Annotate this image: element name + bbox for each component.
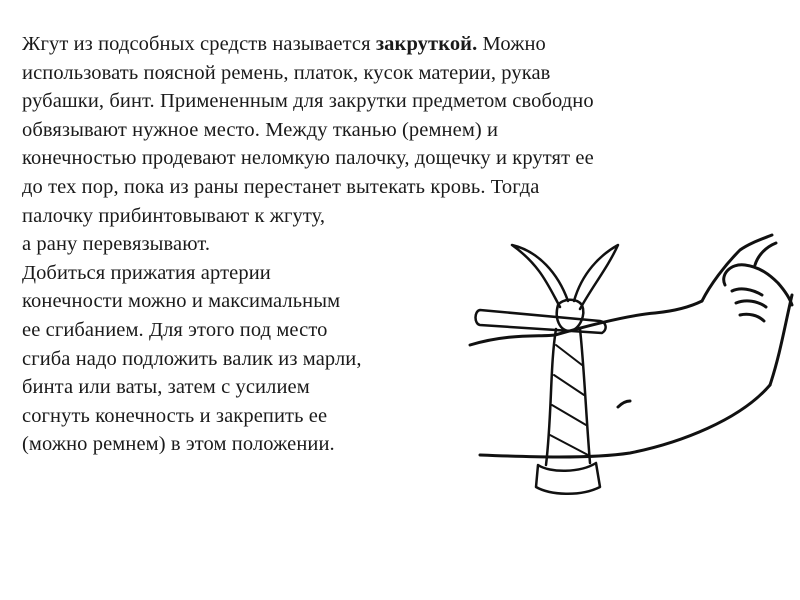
finger-2 <box>736 301 766 307</box>
text-line-1 <box>22 30 782 59</box>
twisted-band-right <box>580 329 590 463</box>
text-line-4: обвязывают нужное место. Между тканью (ремнем) и <box>22 118 499 141</box>
text-segment: Жгут из подсобных средств называется <box>22 33 376 55</box>
text-line-5: конечностью продевают неломкую палочку, дощечку и крутят ее <box>22 147 594 170</box>
elbow-crease <box>618 401 630 407</box>
text-line-11: ее сгибанием. Для этого под место <box>22 318 328 341</box>
twist-3 <box>552 405 586 425</box>
text-line-13: бинта или ваты, затем с усилием <box>22 376 310 399</box>
forearm-back <box>770 295 792 385</box>
text-line-14: согнуть конечность и закрепить ее <box>22 404 328 427</box>
text-line-6: до тех пор, пока из раны перестанет вытекать кровь. Тогда <box>22 175 540 198</box>
twist-4 <box>550 435 588 455</box>
text-line-12: сгиба надо подложить валик из марли, <box>22 347 362 370</box>
arm-upper-edge <box>470 301 702 345</box>
tourniquet-on-arm-illustration <box>440 225 800 515</box>
finger-1 <box>732 289 762 295</box>
text-line-3: рубашки, бинт. Примененным для закрутки предметом свободно <box>22 90 594 113</box>
twist-2 <box>554 375 584 395</box>
text-line-9: Добиться прижатия артерии <box>22 261 271 284</box>
palm-line <box>755 243 776 265</box>
forearm-edge <box>702 235 772 301</box>
band-wrap <box>536 463 600 494</box>
windlass-stick <box>476 310 606 333</box>
text-segment: Можно <box>477 33 546 55</box>
knot-leaf-right <box>574 245 618 309</box>
knot-leaf-left <box>512 245 568 307</box>
finger-3 <box>740 314 764 321</box>
text-line-10: конечности можно и максимальным <box>22 290 341 313</box>
bold-term: закруткой. <box>375 33 478 55</box>
arm-lower-edge <box>480 385 770 457</box>
knot-center <box>557 300 584 331</box>
text-line-2: использовать поясной ремень, платок, кусок материи, рукав <box>22 61 551 84</box>
hand-outline <box>724 265 792 305</box>
twist-1 <box>556 345 582 365</box>
text-line-15: (можно ремнем) в этом положении. <box>22 433 335 456</box>
text-line-7: палочку прибинтовывают к жгуту, <box>22 204 326 227</box>
twisted-band-left <box>546 329 556 465</box>
text-line-8: а рану перевязывают. <box>22 233 211 256</box>
